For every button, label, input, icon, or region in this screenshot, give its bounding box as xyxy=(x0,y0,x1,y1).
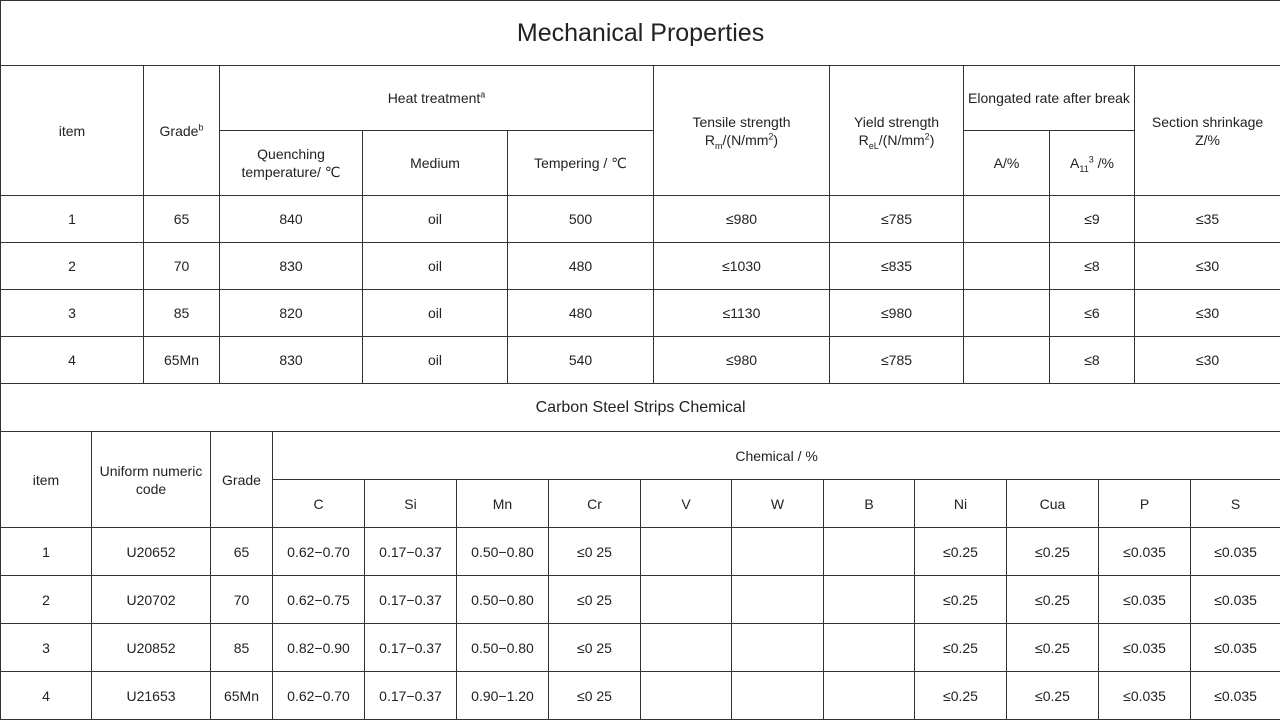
cell-grade: 65Mn xyxy=(144,337,220,384)
cell-yield: ≤980 xyxy=(830,290,964,337)
cell-code: U20652 xyxy=(92,528,211,576)
chem-header-grade: Grade xyxy=(211,432,273,528)
cell-element-value: 0.62−0.70 xyxy=(273,672,365,720)
chem-header-item: item xyxy=(1,432,92,528)
table-row xyxy=(1,196,1280,243)
cell-tensile: ≤1130 xyxy=(654,290,830,337)
cell-item: 2 xyxy=(1,243,144,290)
cell-yield: ≤785 xyxy=(830,196,964,243)
cell-z: ≤30 xyxy=(1135,243,1280,290)
cell-item: 3 xyxy=(1,290,144,337)
cell-tensile: ≤980 xyxy=(654,196,830,243)
cell-element-value xyxy=(641,576,732,624)
chem-element-header: B xyxy=(824,480,915,528)
cell-element-value: 0.50−0.80 xyxy=(457,624,549,672)
cell-element-value: ≤0.25 xyxy=(915,624,1007,672)
cell-item: 4 xyxy=(1,337,144,384)
cell-element-value xyxy=(641,528,732,576)
chem-element-header: Cua xyxy=(1007,480,1099,528)
cell-element-value xyxy=(824,672,915,720)
table-row xyxy=(1,337,1280,384)
header-item: item xyxy=(1,66,144,196)
cell-tensile: ≤1030 xyxy=(654,243,830,290)
cell-item: 1 xyxy=(1,196,144,243)
cell-quench: 830 xyxy=(220,243,363,290)
cell-z: ≤35 xyxy=(1135,196,1280,243)
cell-a11: ≤8 xyxy=(1050,337,1135,384)
table-row xyxy=(1,243,1280,290)
chemical-title: Carbon Steel Strips Chemical xyxy=(1,384,1280,432)
chem-header-code: Uniform numeric code xyxy=(92,432,211,528)
chem-element-header: Si xyxy=(365,480,457,528)
cell-element-value: ≤0.035 xyxy=(1191,624,1280,672)
cell-z: ≤30 xyxy=(1135,337,1280,384)
cell-element-value: 0.50−0.80 xyxy=(457,576,549,624)
table-row xyxy=(1,576,1280,624)
table-row xyxy=(1,528,1280,576)
header-a-percent: A/% xyxy=(964,131,1050,196)
cell-element-value: ≤0.035 xyxy=(1099,528,1191,576)
cell-medium: oil xyxy=(363,196,508,243)
header-section-shrinkage: Section shrinkage Z/% xyxy=(1135,66,1280,196)
cell-element-value xyxy=(824,624,915,672)
cell-temper: 500 xyxy=(508,196,654,243)
cell-element-value xyxy=(824,528,915,576)
cell-element-value xyxy=(732,624,824,672)
cell-element-value: ≤0.035 xyxy=(1099,624,1191,672)
table-row xyxy=(1,624,1280,672)
cell-quench: 820 xyxy=(220,290,363,337)
cell-element-value: ≤0.25 xyxy=(915,528,1007,576)
header-tensile-strength: Tensile strength $R_m/(N/mm^2)$ xyxy=(654,66,830,196)
cell-element-value: ≤0 25 xyxy=(549,672,641,720)
cell-temper: 540 xyxy=(508,337,654,384)
cell-element-value: ≤0.035 xyxy=(1099,672,1191,720)
chem-element-header: C xyxy=(273,480,365,528)
cell-element-value: 0.17−0.37 xyxy=(365,528,457,576)
cell-element-value: 0.50−0.80 xyxy=(457,528,549,576)
cell-item: 3 xyxy=(1,624,92,672)
table-row xyxy=(1,290,1280,337)
header-grade: Grade$^b$ xyxy=(144,66,220,196)
cell-element-value xyxy=(641,624,732,672)
cell-item: 2 xyxy=(1,576,92,624)
cell-code: U20702 xyxy=(92,576,211,624)
header-elongated-rate: Elongated rate after break xyxy=(964,66,1135,131)
cell-element-value: 0.62−0.70 xyxy=(273,528,365,576)
header-quenching: Quenching temperature/ ℃ xyxy=(220,131,363,196)
cell-tensile: ≤980 xyxy=(654,337,830,384)
chem-element-header: S xyxy=(1191,480,1280,528)
mechanical-title: Mechanical Properties xyxy=(1,1,1280,66)
cell-element-value: ≤0.035 xyxy=(1191,672,1280,720)
cell-element-value: ≤0.25 xyxy=(915,672,1007,720)
cell-quench: 830 xyxy=(220,337,363,384)
cell-element-value: 0.62−0.75 xyxy=(273,576,365,624)
chem-element-header: P xyxy=(1099,480,1191,528)
cell-element-value: 0.90−1.20 xyxy=(457,672,549,720)
chem-element-header: Cr xyxy=(549,480,641,528)
cell-element-value xyxy=(732,528,824,576)
cell-element-value: 0.17−0.37 xyxy=(365,576,457,624)
cell-element-value xyxy=(732,576,824,624)
table-row xyxy=(1,672,1280,720)
cell-element-value xyxy=(824,576,915,624)
chem-element-header: Ni xyxy=(915,480,1007,528)
cell-grade: 65Mn xyxy=(211,672,273,720)
cell-element-value: 0.17−0.37 xyxy=(365,672,457,720)
cell-temper: 480 xyxy=(508,243,654,290)
cell-grade: 70 xyxy=(211,576,273,624)
cell-grade: 85 xyxy=(211,624,273,672)
header-medium: Medium xyxy=(363,131,508,196)
header-yield-strength: Yield strength $R_{eL}/(N/mm^2)$ xyxy=(830,66,964,196)
cell-element-value: ≤0.25 xyxy=(1007,624,1099,672)
cell-element-value xyxy=(641,672,732,720)
cell-a11: ≤6 xyxy=(1050,290,1135,337)
cell-medium: oil xyxy=(363,337,508,384)
cell-item: 4 xyxy=(1,672,92,720)
cell-grade: 85 xyxy=(144,290,220,337)
cell-a xyxy=(964,243,1050,290)
header-a11: $A_{11}^3$ /% xyxy=(1050,131,1135,196)
cell-element-value: ≤0.25 xyxy=(1007,576,1099,624)
cell-medium: oil xyxy=(363,243,508,290)
cell-grade: 65 xyxy=(144,196,220,243)
cell-element-value: ≤0.035 xyxy=(1099,576,1191,624)
cell-a xyxy=(964,290,1050,337)
chem-element-header: V xyxy=(641,480,732,528)
cell-yield: ≤785 xyxy=(830,337,964,384)
cell-element-value: ≤0 25 xyxy=(549,624,641,672)
cell-element-value: 0.82−0.90 xyxy=(273,624,365,672)
cell-element-value xyxy=(732,672,824,720)
cell-grade: 65 xyxy=(211,528,273,576)
cell-element-value: ≤0 25 xyxy=(549,528,641,576)
chem-element-header: Mn xyxy=(457,480,549,528)
cell-temper: 480 xyxy=(508,290,654,337)
cell-medium: oil xyxy=(363,290,508,337)
chem-header-chemical: Chemical / % xyxy=(273,432,1280,480)
cell-quench: 840 xyxy=(220,196,363,243)
cell-a xyxy=(964,196,1050,243)
cell-a xyxy=(964,337,1050,384)
cell-code: U21653 xyxy=(92,672,211,720)
cell-element-value: 0.17−0.37 xyxy=(365,624,457,672)
chemical-table xyxy=(0,383,1280,720)
header-tempering: Tempering / ℃ xyxy=(508,131,654,196)
cell-element-value: ≤0.035 xyxy=(1191,528,1280,576)
cell-a11: ≤8 xyxy=(1050,243,1135,290)
cell-element-value: ≤0.25 xyxy=(1007,672,1099,720)
cell-z: ≤30 xyxy=(1135,290,1280,337)
cell-element-value: ≤0.25 xyxy=(915,576,1007,624)
cell-element-value: ≤0 25 xyxy=(549,576,641,624)
cell-item: 1 xyxy=(1,528,92,576)
cell-code: U20852 xyxy=(92,624,211,672)
header-heat-treatment: Heat treatment$^a$ xyxy=(220,66,654,131)
cell-yield: ≤835 xyxy=(830,243,964,290)
cell-grade: 70 xyxy=(144,243,220,290)
cell-element-value: ≤0.25 xyxy=(1007,528,1099,576)
cell-a11: ≤9 xyxy=(1050,196,1135,243)
chem-element-header: W xyxy=(732,480,824,528)
cell-element-value: ≤0.035 xyxy=(1191,576,1280,624)
